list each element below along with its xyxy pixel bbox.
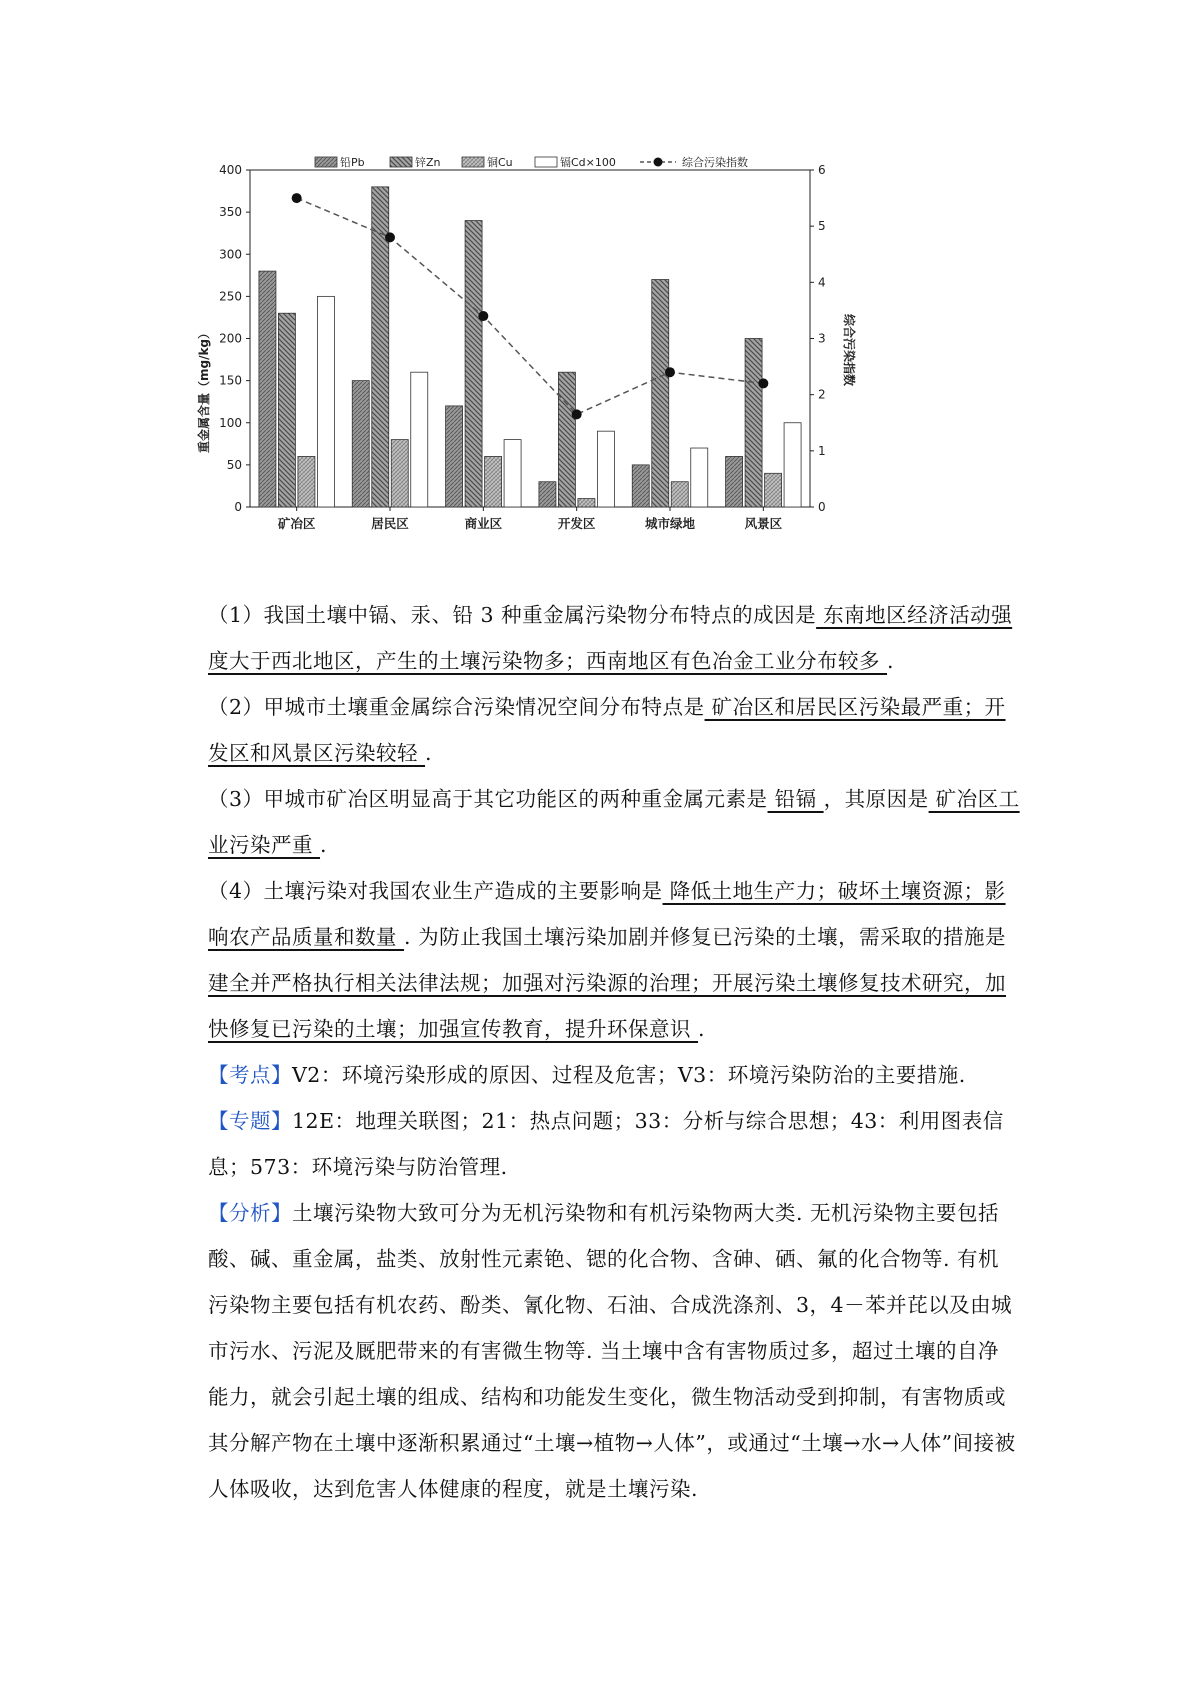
y-tick-label: 200 — [219, 331, 242, 346]
bar-zn — [558, 372, 575, 507]
bar-cu — [578, 499, 595, 507]
answer-3a: 铅镉 — [767, 787, 824, 811]
index-point — [758, 378, 768, 388]
bar-cu — [391, 440, 408, 507]
x-tick-label: 居民区 — [371, 516, 409, 531]
question-2: （2）甲城市土壤重金属综合污染情况空间分布特点是 矿冶区和居民区污染最严重；开发区和风景区污染较轻 . — [208, 695, 1006, 765]
y-tick-label: 0 — [234, 500, 242, 514]
legend-swatch-cu — [462, 157, 484, 167]
zhuanti: 【专题】12E：地理关联图；21：热点问题；33：分析与综合思想；43：利用图表信息；573：环境污染与防治管理. — [208, 1109, 1004, 1179]
x-tick-label: 开发区 — [557, 516, 596, 531]
bar-zn — [745, 339, 762, 508]
y2-tick-label: 0 — [818, 500, 826, 514]
index-point — [385, 232, 395, 242]
y2-tick-label: 3 — [818, 331, 826, 346]
x-tick-label: 风景区 — [744, 516, 783, 531]
question-3: （3）甲城市矿冶区明显高于其它功能区的两种重金属元素是 铅镉 ，其原因是 矿冶区工业污染严重 . — [208, 787, 1020, 857]
bar-pb — [446, 406, 463, 507]
bar-cd — [691, 448, 708, 507]
y2-tick-label: 1 — [818, 443, 826, 458]
y-tick-label: 250 — [219, 289, 242, 304]
bar-zn — [465, 221, 482, 507]
y2-tick-label: 5 — [818, 219, 826, 234]
kaodian: 【考点】V2：环境污染形成的原因、过程及危害；V3：环境污染防治的主要措施. — [208, 1063, 966, 1087]
bar-pb — [259, 271, 276, 507]
legend-label-zn: 锌Zn — [415, 156, 441, 169]
y-axis-label: 重金属含量（mg/kg） — [197, 326, 211, 454]
answer-1: 东南地区经济活动强度大于西北地区，产生的土壤污染物多；西南地区有色冶金工业分布较多 — [208, 603, 1013, 673]
bar-cd — [784, 423, 801, 507]
index-point — [478, 311, 488, 321]
answer-document — [208, 592, 1020, 1512]
bar-pb — [726, 456, 743, 507]
bar-cd — [411, 372, 428, 507]
answer-3b: 矿冶区工业污染严重 — [208, 787, 1020, 857]
fenxi-tag: 【分析】 — [208, 1201, 292, 1225]
kaodian-tag: 【考点】 — [208, 1063, 292, 1087]
bar-cd — [504, 440, 521, 507]
legend-label-index: 综合污染指数 — [682, 156, 748, 169]
y2-axis-label: 综合污染指数 — [842, 313, 856, 387]
bar-cd — [597, 431, 614, 507]
y-tick-label: 50 — [226, 457, 242, 472]
bar-zn — [278, 313, 295, 507]
legend-label-cd: 镉Cd×100 — [560, 156, 616, 169]
index-point — [572, 409, 582, 419]
legend-swatch-zn — [390, 157, 412, 167]
y2-tick-label: 4 — [818, 275, 826, 290]
legend — [315, 155, 748, 169]
answer-4b: 建全并严格执行相关法律法规；加强对污染源的治理；开展污染土壤修复技术研究，加快修复已污染的土壤；加强宣传教育，提升环保意识 — [208, 971, 1006, 1041]
legend-swatch-cd — [535, 157, 557, 167]
bar-cu — [485, 456, 502, 507]
index-point — [292, 193, 302, 203]
bars — [259, 187, 801, 507]
legend-swatch-pb — [315, 157, 337, 167]
pollution-chart — [190, 150, 890, 550]
bar-cu — [298, 456, 315, 507]
bar-pb — [539, 482, 556, 507]
legend-label-pb: 铅Pb — [340, 156, 365, 169]
bar-cu — [671, 482, 688, 507]
y-tick-label: 100 — [219, 415, 242, 430]
answer-2: 矿冶区和居民区污染最严重；开发区和风景区污染较轻 — [208, 695, 1006, 765]
bar-cu — [765, 473, 782, 507]
x-tick-label: 矿冶区 — [277, 516, 316, 531]
legend-marker — [654, 158, 663, 167]
y2-tick-label: 6 — [818, 163, 826, 177]
y-tick-label: 300 — [219, 247, 242, 262]
bar-cd — [317, 296, 334, 507]
zhuanti-tag: 【专题】 — [208, 1109, 292, 1133]
fenxi: 【分析】土壤污染物大致可分为无机污染物和有机污染物两大类. 无机污染物主要包括酸、碱、重金属，盐类、放射性元素铯、锶的化合物、含砷、硒、氟的化合物等. 有机污染物主要包括有机农药、酚类、氰化物、石油、合成洗涤剂、3，4－苯并芘以及由城市污水、污泥及厩肥带来的有害微生物等. 当土壤中含有害物质过多，超过土壤的自净能力，就会引起土壤的组成、结构和功能发生变化，微生物活动受到抑制，有害物质或其分解产物在土壤中逐渐积累通过“土壤→植物→人体”，或通过“土壤→水→人体”间接被人体吸收，达到危害人体健康的程度，就是土壤污染. — [208, 1201, 1016, 1501]
bar-pb — [632, 465, 649, 507]
x-tick-label: 城市绿地 — [644, 516, 696, 531]
question-4: （4）土壤污染对我国农业生产造成的主要影响是 降低土地生产力；破坏土壤资源；影响农产品质量和数量 . 为防止我国土壤污染加剧并修复已污染的土壤，需采取的措施是 建全并严格执行相关法律法规；加强对污染源的治理；开展污染土壤修复技术研究，加快修复已污染的土壤；加强宣传教育，提升环保意识 . — [208, 879, 1007, 1041]
question-1: （1）我国土壤中镉、汞、铅 3 种重金属污染物分布特点的成因是 东南地区经济活动强度大于西北地区，产生的土壤污染物多；西南地区有色冶金工业分布较多 . — [208, 603, 1013, 673]
y-tick-label: 350 — [219, 205, 242, 220]
y-tick-label: 150 — [219, 373, 242, 388]
legend-label-cu: 铜Cu — [487, 156, 513, 169]
x-tick-label: 商业区 — [464, 516, 503, 531]
index-point — [665, 367, 675, 377]
bar-pb — [352, 381, 369, 507]
bar-zn — [652, 280, 669, 507]
y-tick-label: 400 — [219, 163, 242, 177]
y2-tick-label: 2 — [818, 387, 826, 402]
answer-4a: 降低土地生产力；破坏土壤资源；影响农产品质量和数量 — [208, 879, 1006, 949]
